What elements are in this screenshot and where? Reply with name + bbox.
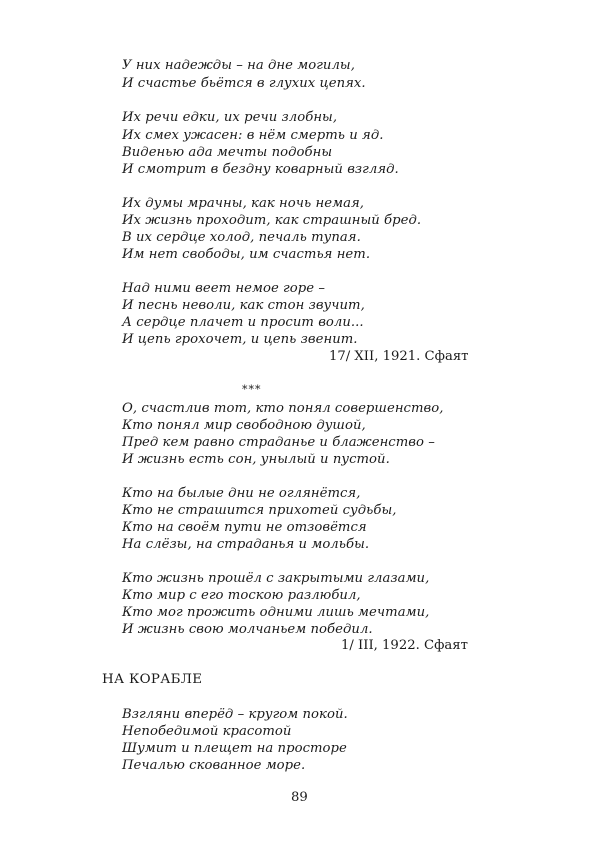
poem-date: 17/ XII, 1921. Сфаят	[329, 349, 469, 364]
verse-line: В их сердце холод, печаль тупая.	[122, 230, 361, 245]
verse-line: Печалью скованное море.	[122, 758, 306, 773]
verse-line: О, счастлив тот, кто понял совершенство,	[122, 401, 444, 416]
verse-line: И песнь неволи, как стон звучит,	[122, 298, 365, 313]
verse-line: И жизнь есть сон, унылый и пустой.	[122, 452, 390, 467]
verse-line: Непобедимой красотой	[122, 724, 292, 739]
verse-line: Кто мог прожить одними лишь мечтами,	[122, 605, 430, 620]
verse-line: Кто жизнь прошёл с закрытыми глазами,	[122, 571, 430, 586]
verse-line: И счастье бьётся в глухих цепях.	[122, 76, 366, 91]
verse-line: Пред кем равно страданье и блаженство –	[122, 435, 435, 450]
verse-line: Виденью ада мечты подобны	[122, 145, 333, 160]
page-number: 89	[291, 790, 308, 805]
verse-line: Кто на былые дни не оглянётся,	[122, 486, 361, 501]
verse-line: И цепь грохочет, и цепь звенит.	[122, 332, 358, 347]
verse-line: Кто понял мир свободною душой,	[122, 418, 366, 433]
verse-line: Их думы мрачны, как ночь немая,	[122, 196, 365, 211]
verse-line: Кто не страшится прихотей судьбы,	[122, 503, 397, 518]
verse-line: Кто на своём пути не отзовётся	[122, 520, 367, 535]
section-separator: ***	[242, 383, 262, 396]
verse-line: И жизнь свою молчаньем победил.	[122, 622, 373, 637]
verse-line: Их смех ужасен: в нём смерть и яд.	[122, 128, 384, 143]
verse-line: На слёзы, на страданья и мольбы.	[122, 537, 370, 552]
verse-line: У них надежды – на дне могилы,	[122, 58, 355, 73]
verse-line: Шумит и плещет на просторе	[122, 741, 347, 756]
verse-line: Над ними веет немое горе –	[122, 281, 325, 296]
verse-line: Их жизнь проходит, как страшный бред.	[122, 213, 422, 228]
poem-title: НА КОРАБЛЕ	[102, 672, 203, 687]
verse-line: Взгляни вперёд – кругом покой.	[122, 707, 348, 722]
verse-line: А сердце плачет и просит воли...	[122, 315, 364, 330]
verse-line: Им нет свободы, им счастья нет.	[122, 247, 371, 262]
verse-line: И смотрит в бездну коварный взгляд.	[122, 162, 399, 177]
verse-line: Их речи едки, их речи злобны,	[122, 110, 338, 125]
verse-line: Кто мир с его тоскою разлюбил,	[122, 588, 361, 603]
poem-date: 1/ III, 1922. Сфаят	[341, 638, 468, 653]
